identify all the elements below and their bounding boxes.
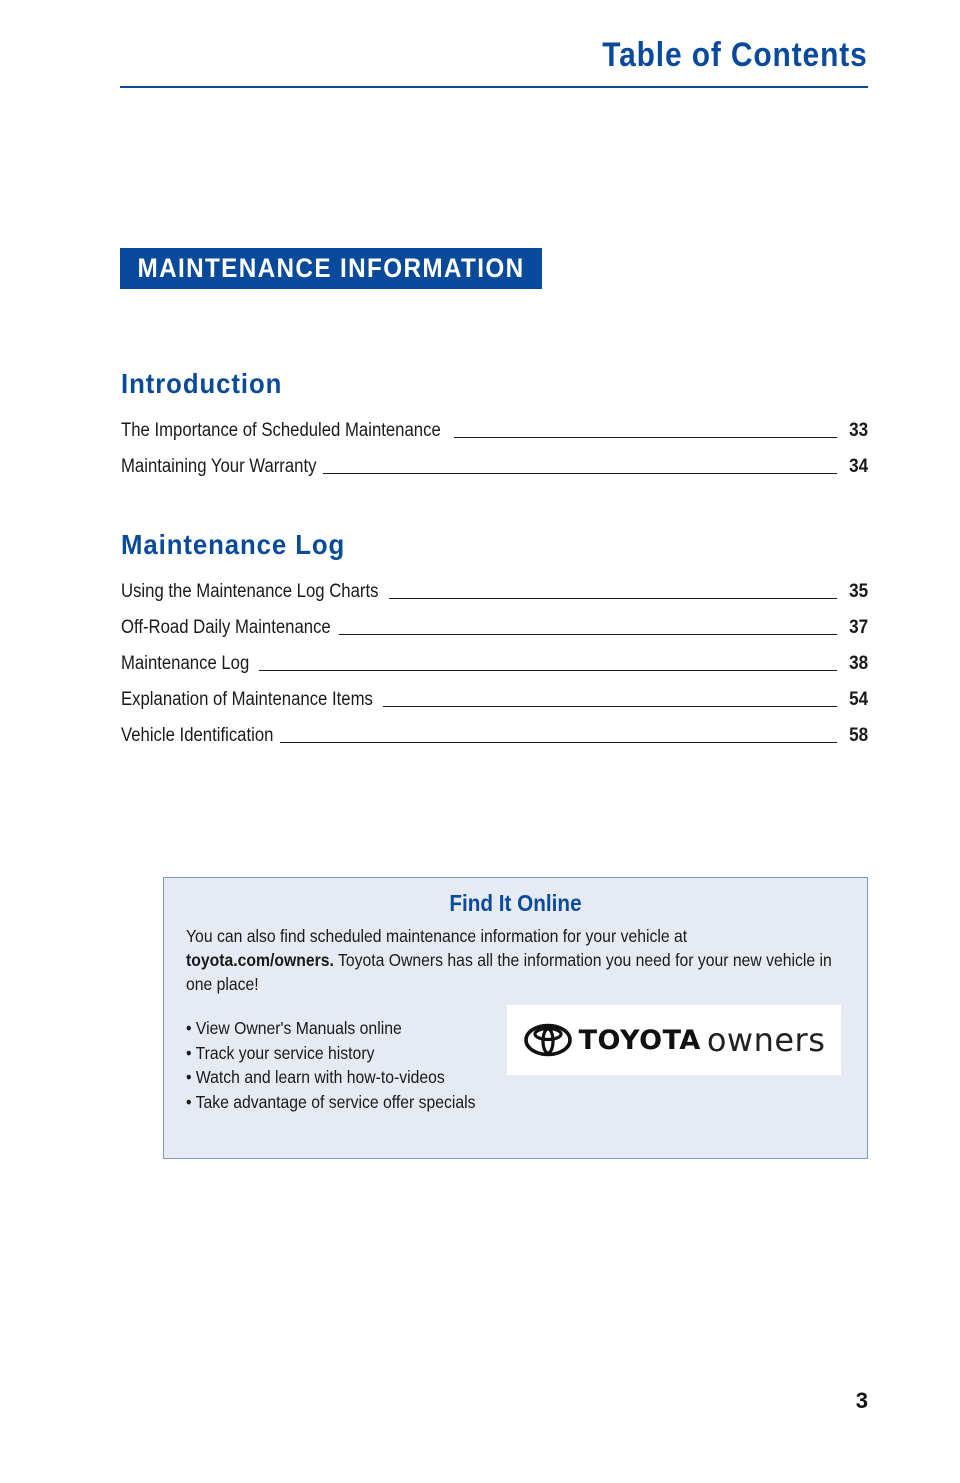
toc-leader-line (339, 633, 837, 635)
section-banner (120, 248, 542, 289)
toc-entry-page: 54 (848, 689, 868, 710)
page-title: Table of Contents (602, 36, 868, 74)
online-rest: Toyota Owners has all the information you need for your new vehicle in one place! (186, 950, 832, 994)
toc-leader-line (259, 669, 837, 671)
toc-leader-line (323, 472, 837, 474)
online-description (186, 924, 846, 996)
list-item: • Watch and learn with how-to-videos (186, 1067, 445, 1087)
toc-entry-page: 33 (848, 420, 868, 441)
list-item: • View Owner's Manuals online (186, 1018, 402, 1038)
toc-entry[interactable] (121, 613, 868, 639)
toyota-owners-logo (507, 1005, 841, 1075)
toc-entry[interactable] (121, 685, 868, 711)
toc-entry-page: 35 (848, 581, 868, 602)
toc-entry[interactable] (121, 721, 868, 747)
list-item: • Take advantage of service offer specials (186, 1091, 476, 1112)
online-intro: You can also find scheduled maintenance information for your vehicle at (186, 926, 688, 946)
online-bullets (186, 1016, 508, 1114)
toc-entry-page: 58 (848, 725, 868, 746)
toc-entry-label: The Importance of Scheduled Maintenance (121, 420, 441, 441)
section-heading-maintenance-log: Maintenance Log (121, 529, 346, 560)
toc-entry-label: Maintaining Your Warranty (121, 456, 317, 477)
toc-leader-line (389, 597, 837, 599)
toc-entry[interactable] (121, 416, 868, 442)
logo-suffix: owners (706, 1021, 826, 1059)
list-item: • Track your service history (186, 1042, 375, 1063)
toc-entry-page: 34 (848, 456, 868, 477)
toc-entry-page: 37 (848, 617, 868, 638)
toc-entry[interactable] (121, 452, 868, 478)
toc-entry-label: Maintenance Log (121, 653, 250, 674)
toc-entry-label: Using the Maintenance Log Charts (121, 581, 379, 602)
toc-entry-label: Explanation of Maintenance Items (121, 689, 373, 710)
owners-link[interactable]: toyota.com/owners. (186, 950, 334, 970)
toc-entry-page: 38 (848, 653, 868, 674)
toc-leader-line (383, 705, 837, 707)
title-rule (120, 86, 868, 88)
toc-entry[interactable] (121, 577, 868, 603)
toyota-emblem-icon (523, 1023, 573, 1057)
banner-label: MAINTENANCE INFORMATION (137, 253, 525, 283)
toc-leader-line (280, 741, 837, 743)
section-heading-introduction: Introduction (121, 368, 283, 399)
find-it-online-box (163, 877, 868, 1159)
toc-entry-label: Vehicle Identification (121, 725, 274, 746)
toc-entry[interactable] (121, 649, 868, 675)
toc-entry-label: Off-Road Daily Maintenance (121, 617, 331, 638)
online-title: Find It Online (449, 890, 582, 916)
toc-leader-line (454, 436, 837, 438)
page-number: 3 (855, 1388, 868, 1413)
logo-brand: TOYOTA (578, 1024, 701, 1056)
